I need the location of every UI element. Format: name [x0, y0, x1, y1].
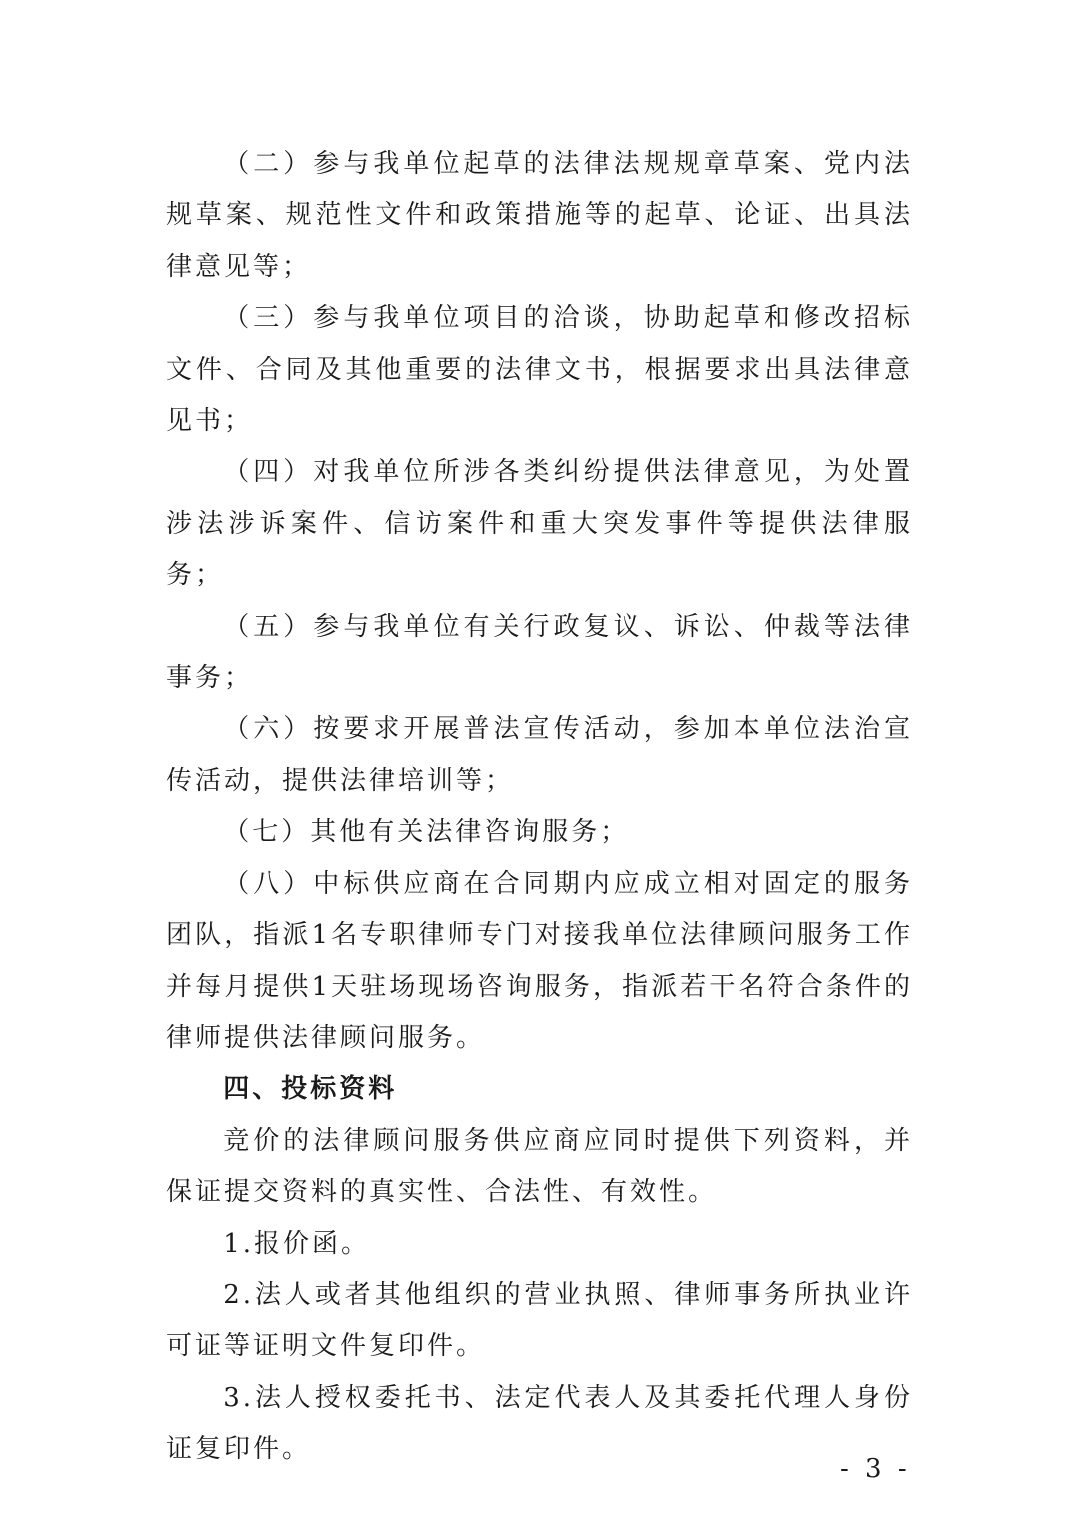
page-number: - 3 - [840, 1454, 911, 1484]
paragraph-item-8: （八）中标供应商在合同期内应成立相对固定的服务团队，指派1名专职律师专门对接我单位法律顾问服务工作并每月提供1天驻场现场咨询服务，指派若干名符合条件的律师提供法律顾问服务。 [166, 868, 913, 1053]
document-body [166, 139, 913, 1476]
paragraph-item-4: （四）对我单位所涉各类纠纷提供法律意见，为处置涉法涉诉案件、信访案件和重大突发事件等提供法律服务； [166, 457, 913, 591]
section-heading-bidding-materials: 四、投标资料 [223, 1074, 398, 1105]
paragraph-item-2: （二）参与我单位起草的法律法规规章草案、党内法规草案、规范性文件和政策措施等的起草、论证、出具法律意见等； [166, 149, 913, 282]
paragraph-item-5: （五）参与我单位有关行政复议、诉讼、仲裁等法律事务； [166, 611, 913, 694]
paragraph-item-3: （三）参与我单位项目的洽谈，协助起草和修改招标文件、合同及其他重要的法律文书，根据要求出具法律意见书； [166, 303, 913, 437]
list-item-business-license: 2.法人或者其他组织的营业执照、律师事务所执业许可证等证明文件复印件。 [166, 1279, 913, 1362]
list-item-authorization-letter: 3.法人授权委托书、法定代表人及其委托代理人身份证复印件。 [166, 1382, 913, 1465]
paragraph-item-7: （七）其他有关法律咨询服务； [223, 817, 630, 848]
paragraph-bidding-intro: 竞价的法律顾问服务供应商应同时提供下列资料，并保证提交资料的真实性、合法性、有效性。 [166, 1125, 913, 1208]
paragraph-item-6: （六）按要求开展普法宣传活动，参加本单位法治宣传活动，提供法律培训等； [166, 714, 913, 796]
list-item-quotation-letter: 1.报价函。 [223, 1228, 370, 1259]
